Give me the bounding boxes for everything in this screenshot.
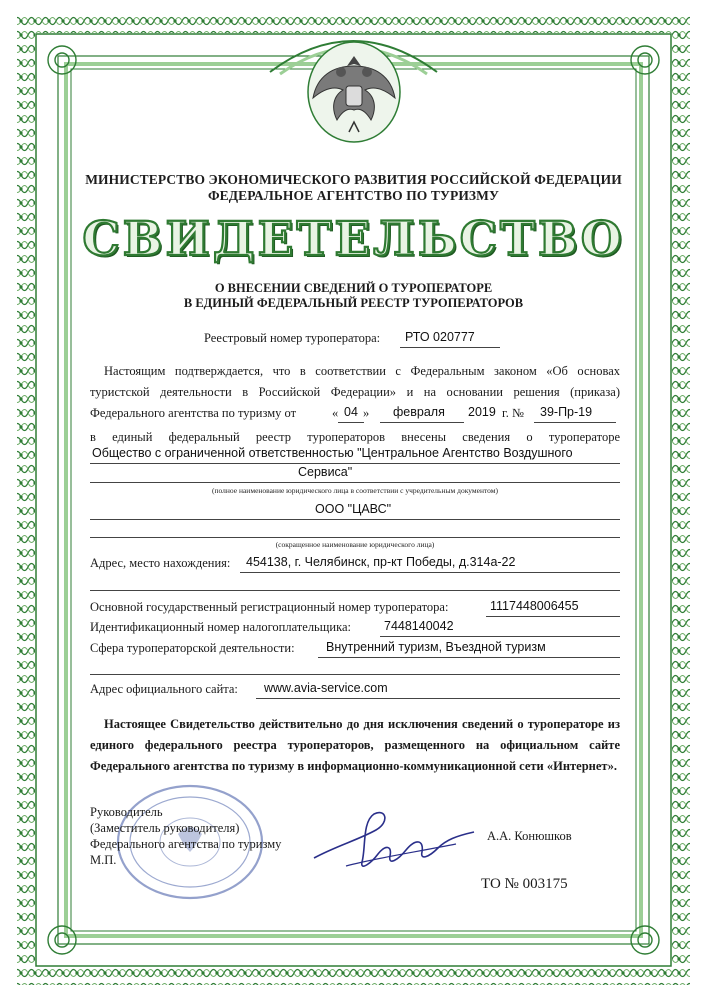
ogrn-underline (486, 616, 620, 617)
sphere-value: Внутренний туризм, Въездной туризм (326, 640, 546, 654)
intro-line-4: в единый федеральный реестр туроператоров внесены сведения о туроператоре (90, 430, 620, 444)
sphere-underline-1 (318, 657, 620, 658)
day-underline (338, 422, 364, 423)
order-year: 2019 (468, 405, 496, 419)
handwritten-signature-icon (306, 800, 486, 880)
registry-number-value: РТО 020777 (405, 330, 475, 344)
address-underline-2 (90, 590, 620, 591)
certificate-subtitle (0, 281, 707, 311)
certificate-title: СВИДЕТЕЛЬСТВО (82, 212, 625, 267)
website-label: Адрес официального сайта: (90, 682, 238, 696)
order-month: февраля (393, 405, 445, 419)
website-underline (256, 698, 620, 699)
date-quote-open: « (332, 406, 339, 420)
full-name-caption: (полное наименование юридического лица в соответствии с учредительным документом) (212, 486, 498, 495)
inn-underline (380, 636, 620, 637)
ministry-name: МИНИСТЕРСТВО ЭКОНОМИЧЕСКОГО РАЗВИТИЯ РОССИЙСКОЙ ФЕДЕРАЦИИ (85, 172, 622, 187)
validity-statement: Настоящее Свидетельство действительно до дня исключения сведений о туроператоре из единого федерального реестра туроператоров, размещенного на официальном сайте Федерального агентства по туризму в информационно-коммуникационной сети «Интернет». (90, 717, 620, 773)
date-quote-close: » (363, 406, 370, 420)
subtitle-line-2: В ЕДИНЫЙ ФЕДЕРАЛЬНЫЙ РЕЕСТР ТУРОПЕРАТОРОВ (183, 296, 524, 310)
seal-place-mark: М.П. (90, 853, 117, 867)
sphere-underline-2 (90, 674, 620, 675)
address-label: Адрес, место нахождения: (90, 556, 231, 570)
certificate-serial-number: ТО № 003175 (481, 876, 568, 892)
coat-of-arms-emblem-icon (303, 36, 405, 144)
intro-line-2: туристской деятельности в Российской Федерации» и на основании решения (приказа) (90, 385, 620, 399)
full-name-underline-2 (90, 482, 620, 483)
short-name-underline-1 (90, 519, 620, 520)
address-value: 454138, г. Челябинск, пр-кт Победы, д.314а-22 (246, 555, 516, 569)
signatory-role-line-1: Руководитель (90, 805, 163, 819)
operator-full-name-line-2: Сервиса" (298, 465, 353, 479)
registry-underline (400, 347, 500, 348)
year-suffix: г. № (502, 406, 524, 420)
full-name-underline-1 (90, 463, 620, 464)
inn-label: Идентификационный номер налогоплательщика: (90, 620, 351, 634)
ministry-header (0, 172, 707, 204)
signatory-role-line-2: (Заместитель руководителя) (90, 821, 240, 835)
sphere-label: Сфера туроператорской деятельности: (90, 641, 295, 655)
operator-full-name-line-1: Общество с ограниченной ответственностью "Центральное Агентство Воздушного (92, 446, 573, 460)
order-number-underline (534, 422, 616, 423)
address-underline-1 (240, 572, 620, 573)
short-name-caption: (сокращенное наименование юридического лица) (275, 540, 435, 549)
subtitle-line-1: О ВНЕСЕНИИ СВЕДЕНИЙ О ТУРОПЕРАТОРЕ (214, 281, 493, 295)
signatory-role (90, 804, 281, 868)
registry-number-label: Реестровый номер туроператора: (204, 331, 381, 345)
inn-value: 7448140042 (384, 619, 454, 633)
signatory-name: А.А. Конюшков (487, 829, 572, 843)
signatory-role-line-3: Федерального агентства по туризму (90, 837, 282, 851)
order-number: 39-Пр-19 (540, 405, 593, 419)
intro-line-1: Настоящим подтверждается, что в соответствии с Федеральным законом «Об основах (104, 364, 620, 378)
ogrn-label: Основной государственный регистрационный номер туроператора: (90, 600, 449, 614)
agency-name: ФЕДЕРАЛЬНОЕ АГЕНТСТВО ПО ТУРИЗМУ (207, 188, 500, 203)
website-value: www.avia-service.com (264, 681, 388, 695)
month-underline (380, 422, 464, 423)
order-day: 04 (344, 405, 358, 419)
short-name-underline-2 (90, 537, 620, 538)
ogrn-value: 1117448006455 (490, 599, 579, 613)
intro-line-3-prefix: Федерального агентства по туризму от (90, 406, 297, 420)
operator-short-name: ООО "ЦАВС" (315, 502, 392, 516)
